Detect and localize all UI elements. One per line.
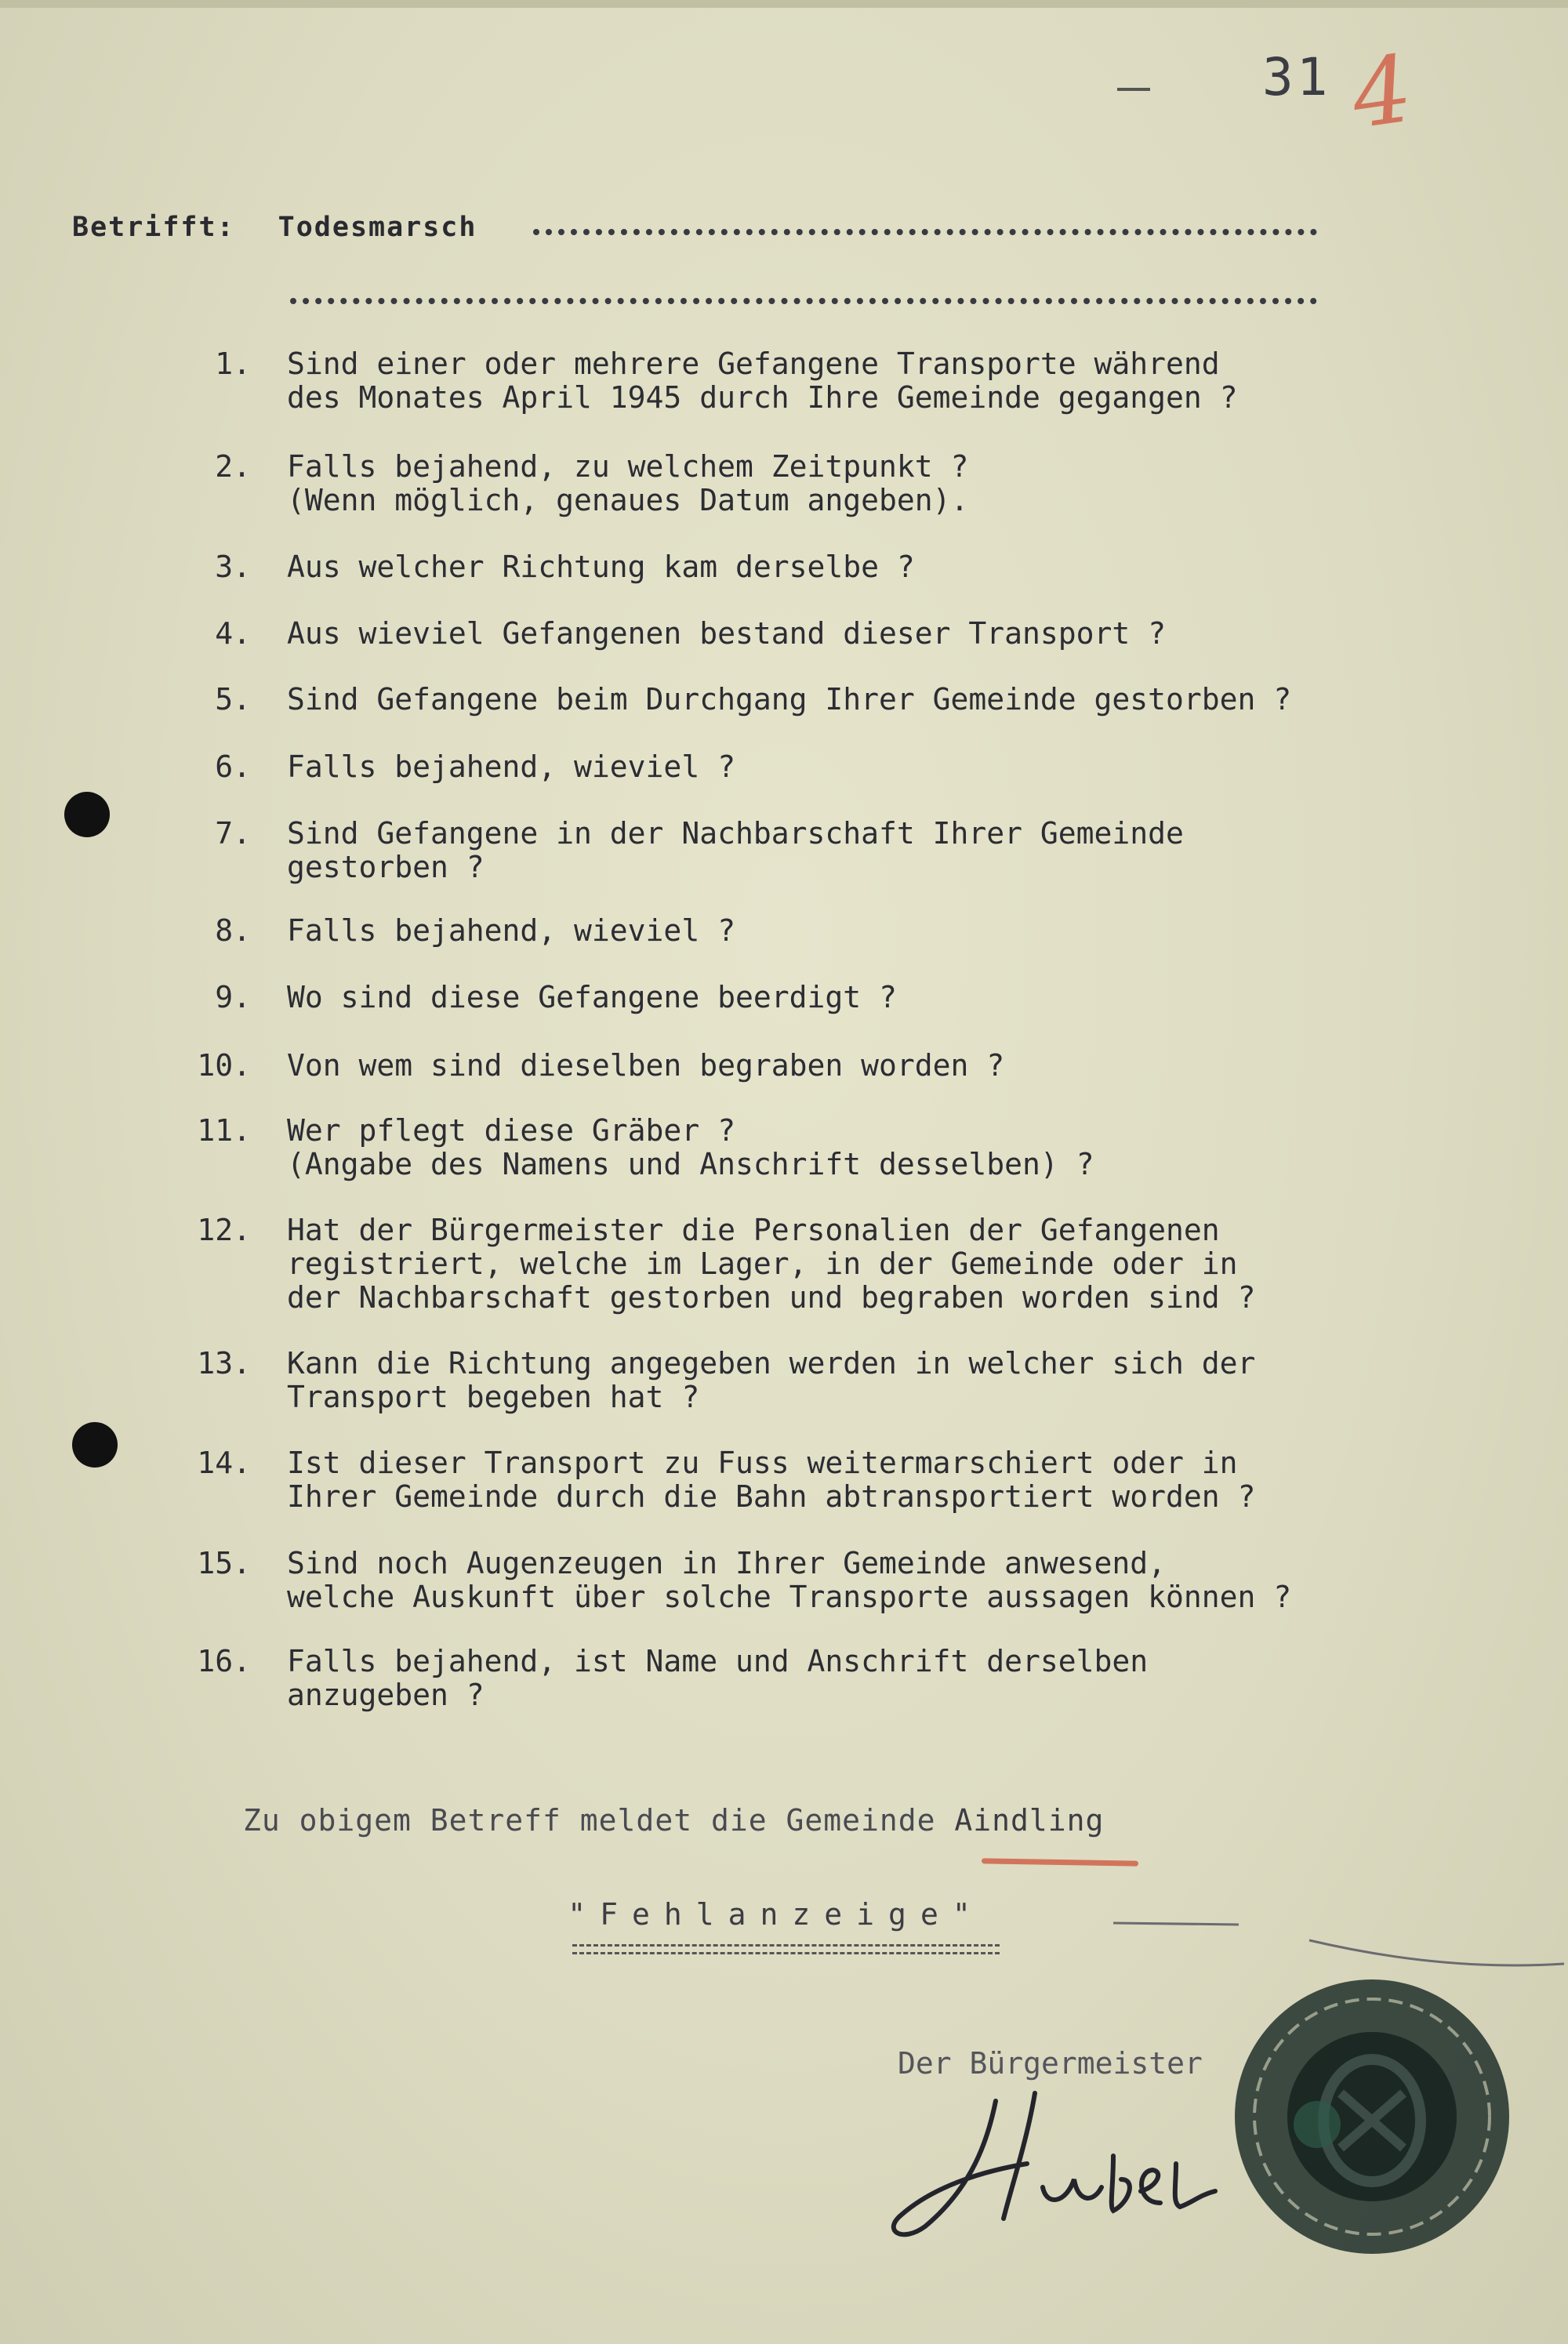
notice-text: "Fehlanzeige" <box>568 1897 985 1932</box>
question-text: Sind Gefangene in der Nachbarschaft Ihrer Gemeinde gestorben ? <box>287 816 1184 884</box>
question-number: 15. <box>197 1546 251 1580</box>
pencil-dash <box>1117 88 1150 91</box>
report-text: Zu obigem Betreff meldet die Gemeinde <box>243 1803 936 1838</box>
question-number: 4. <box>215 616 251 651</box>
signature-title: Der Bürgermeister <box>898 2046 1203 2081</box>
report-line <box>243 1803 1104 1838</box>
question-number: 10. <box>197 1048 251 1083</box>
double-underline <box>572 1952 1000 1954</box>
question-text: Sind einer oder mehrere Gefangene Transporte während des Monates April 1945 durch Ihre Gemeinde gegangen ? <box>287 347 1238 415</box>
question-number: 14. <box>197 1446 251 1480</box>
punch-hole <box>72 1422 118 1468</box>
village-name: Aindling <box>954 1803 1105 1838</box>
question-number: 3. <box>215 550 251 584</box>
question-text: Falls bejahend, ist Name und Anschrift derselben anzugeben ? <box>287 1644 1149 1712</box>
question-text: Aus welcher Richtung kam derselbe ? <box>287 550 915 584</box>
question-number: 1. <box>215 347 251 381</box>
question-text: Falls bejahend, zu welchem Zeitpunkt ? (Wenn möglich, genaues Datum angeben). <box>287 449 969 517</box>
question-text: Wer pflegt diese Gräber ? (Angabe des Namens und Anschrift desselben) ? <box>287 1113 1094 1181</box>
question-number: 7. <box>215 816 251 851</box>
red-pencil-mark: 4 <box>1345 34 1419 150</box>
question-text: Kann die Richtung angegeben werden in welcher sich der Transport begeben hat ? <box>287 1346 1256 1414</box>
official-stamp <box>1223 1968 1521 2266</box>
question-text: Von wem sind dieselben begraben worden ? <box>287 1048 1005 1083</box>
question-text: Hat der Bürgermeister die Personalien der Gefangenen registriert, welche im Lager, in der Gemeinde oder in der Nachbarschaft gestorben und begraben worden sind ? <box>287 1213 1256 1315</box>
question-number: 11. <box>197 1113 251 1148</box>
handwritten-signature <box>878 2070 1223 2250</box>
question-number: 8. <box>215 913 251 948</box>
dotted-rule <box>290 298 1317 304</box>
question-text: Aus wieviel Gefangenen bestand dieser Transport ? <box>287 616 1167 651</box>
question-number: 13. <box>197 1346 251 1381</box>
question-text: Falls bejahend, wieviel ? <box>287 749 735 784</box>
punch-hole <box>64 792 110 837</box>
question-text: Wo sind diese Gefangene beerdigt ? <box>287 980 897 1014</box>
question-text: Sind noch Augenzeugen in Ihrer Gemeinde anwesend, welche Auskunft über solche Transporte aussagen können ? <box>287 1546 1292 1614</box>
dotted-rule <box>533 229 1317 235</box>
question-text: Ist dieser Transport zu Fuss weitermarschiert oder in Ihrer Gemeinde durch die Bahn abtransportiert worden ? <box>287 1446 1256 1514</box>
question-number: 9. <box>215 980 251 1014</box>
question-text: Falls bejahend, wieviel ? <box>287 913 735 948</box>
page-edge <box>0 0 1568 8</box>
subject-value: Todesmarsch <box>278 212 477 243</box>
question-text: Sind Gefangene beim Durchgang Ihrer Gemeinde gestorben ? <box>287 682 1292 717</box>
subject-line <box>72 212 477 243</box>
question-number: 2. <box>215 449 251 484</box>
page-number: 31 <box>1262 47 1331 107</box>
question-number: 5. <box>215 682 251 717</box>
double-underline <box>572 1944 1000 1947</box>
question-number: 6. <box>215 749 251 784</box>
question-number: 16. <box>197 1644 251 1678</box>
red-pencil-underline <box>982 1858 1138 1866</box>
subject-label: Betrifft: <box>72 212 235 243</box>
question-number: 12. <box>197 1213 251 1247</box>
